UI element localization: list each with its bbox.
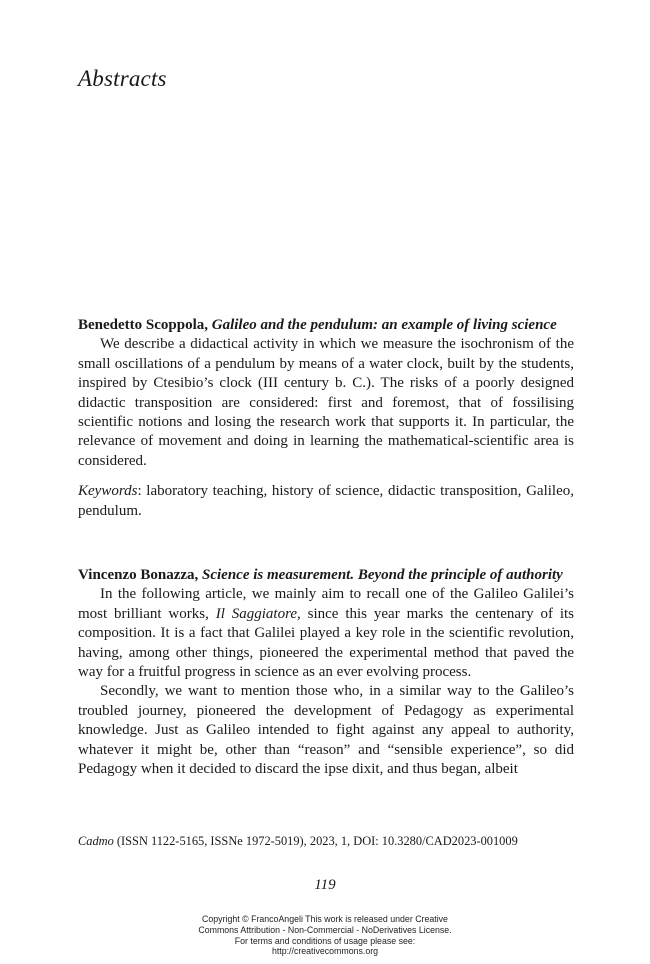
abstract-paragraph: Secondly, we want to mention those who, in a similar way to the Galileo’s troubled journey, pioneered the development of Pedagogy as experimental knowledge. Just as Galileo intended to fight against any appeal to authority, whatever it might be, other than “reason” and “sensible experience”, so did Pedagogy when it decided to discard the ipse dixit, and thus began, albeit [78,683,574,778]
abstract-title: Science is measurement. Beyond the principle of authority [202,567,563,583]
abstract-bonazza [78,566,574,779]
section-title: Abstracts [78,66,167,91]
license-notice [0,914,650,957]
journal-name: Cadmo [78,834,114,848]
license-line: For terms and conditions of usage please see: [234,935,416,946]
abstract-heading [78,566,574,585]
journal-citation [78,834,518,849]
abstract-author: Vincenzo Bonazza, [78,567,199,583]
paragraph-text: , since this year marks the centenary of its composition. It is a fact that Galilei played a key role in the scientific revolution, having, among other things, pioneered the experimental method that paved the way for a fruitful progress in science as an ever evolving process. [78,605,575,681]
keywords-list: : laboratory teaching, history of science, didactic transposition, Galileo, pendulum. [78,483,574,519]
abstract-paragraph: We describe a didactical activity in which we measure the isochronism of the small oscillations of a pendulum by means of a water clock, built by the students, inspired by Ctesibio’s clock (III century b. C.). The risks of a poorly designed didactic transposition are considered: first and foremost, that of fossilising scientific notions and losing the research work that supports it. In particular, the relevance of movement and doing in learning the mathematical-scientific area is considered. [78,336,574,469]
abstract-scoppola [78,316,574,521]
license-link[interactable]: http://creativecommons.org [271,946,379,957]
citation-details: (ISSN 1122-5165, ISSNe 1972-5019), 2023, 1, DOI: 10.3280/CAD2023-001009 [113,834,518,848]
abstract-paragraph [78,585,574,682]
page-number: 119 [314,877,336,893]
license-line: Copyright © FrancoAngeli This work is released under Creative [202,914,448,924]
abstract-heading [78,316,574,335]
license-line: Commons Attribution - Non-Commercial - NoDerivatives License. [198,924,452,935]
abstract-keywords [78,482,574,521]
paragraph-text: In the following article, we mainly aim to recall one of the Galileo Galilei’s most brilliant works, [78,586,574,622]
abstract-title: Galileo and the pendulum: an example of living science [211,317,557,333]
work-title: Il Saggiatore [215,605,298,622]
abstract-author: Benedetto Scoppola, [78,317,209,333]
keywords-label: Keywords [78,483,138,500]
